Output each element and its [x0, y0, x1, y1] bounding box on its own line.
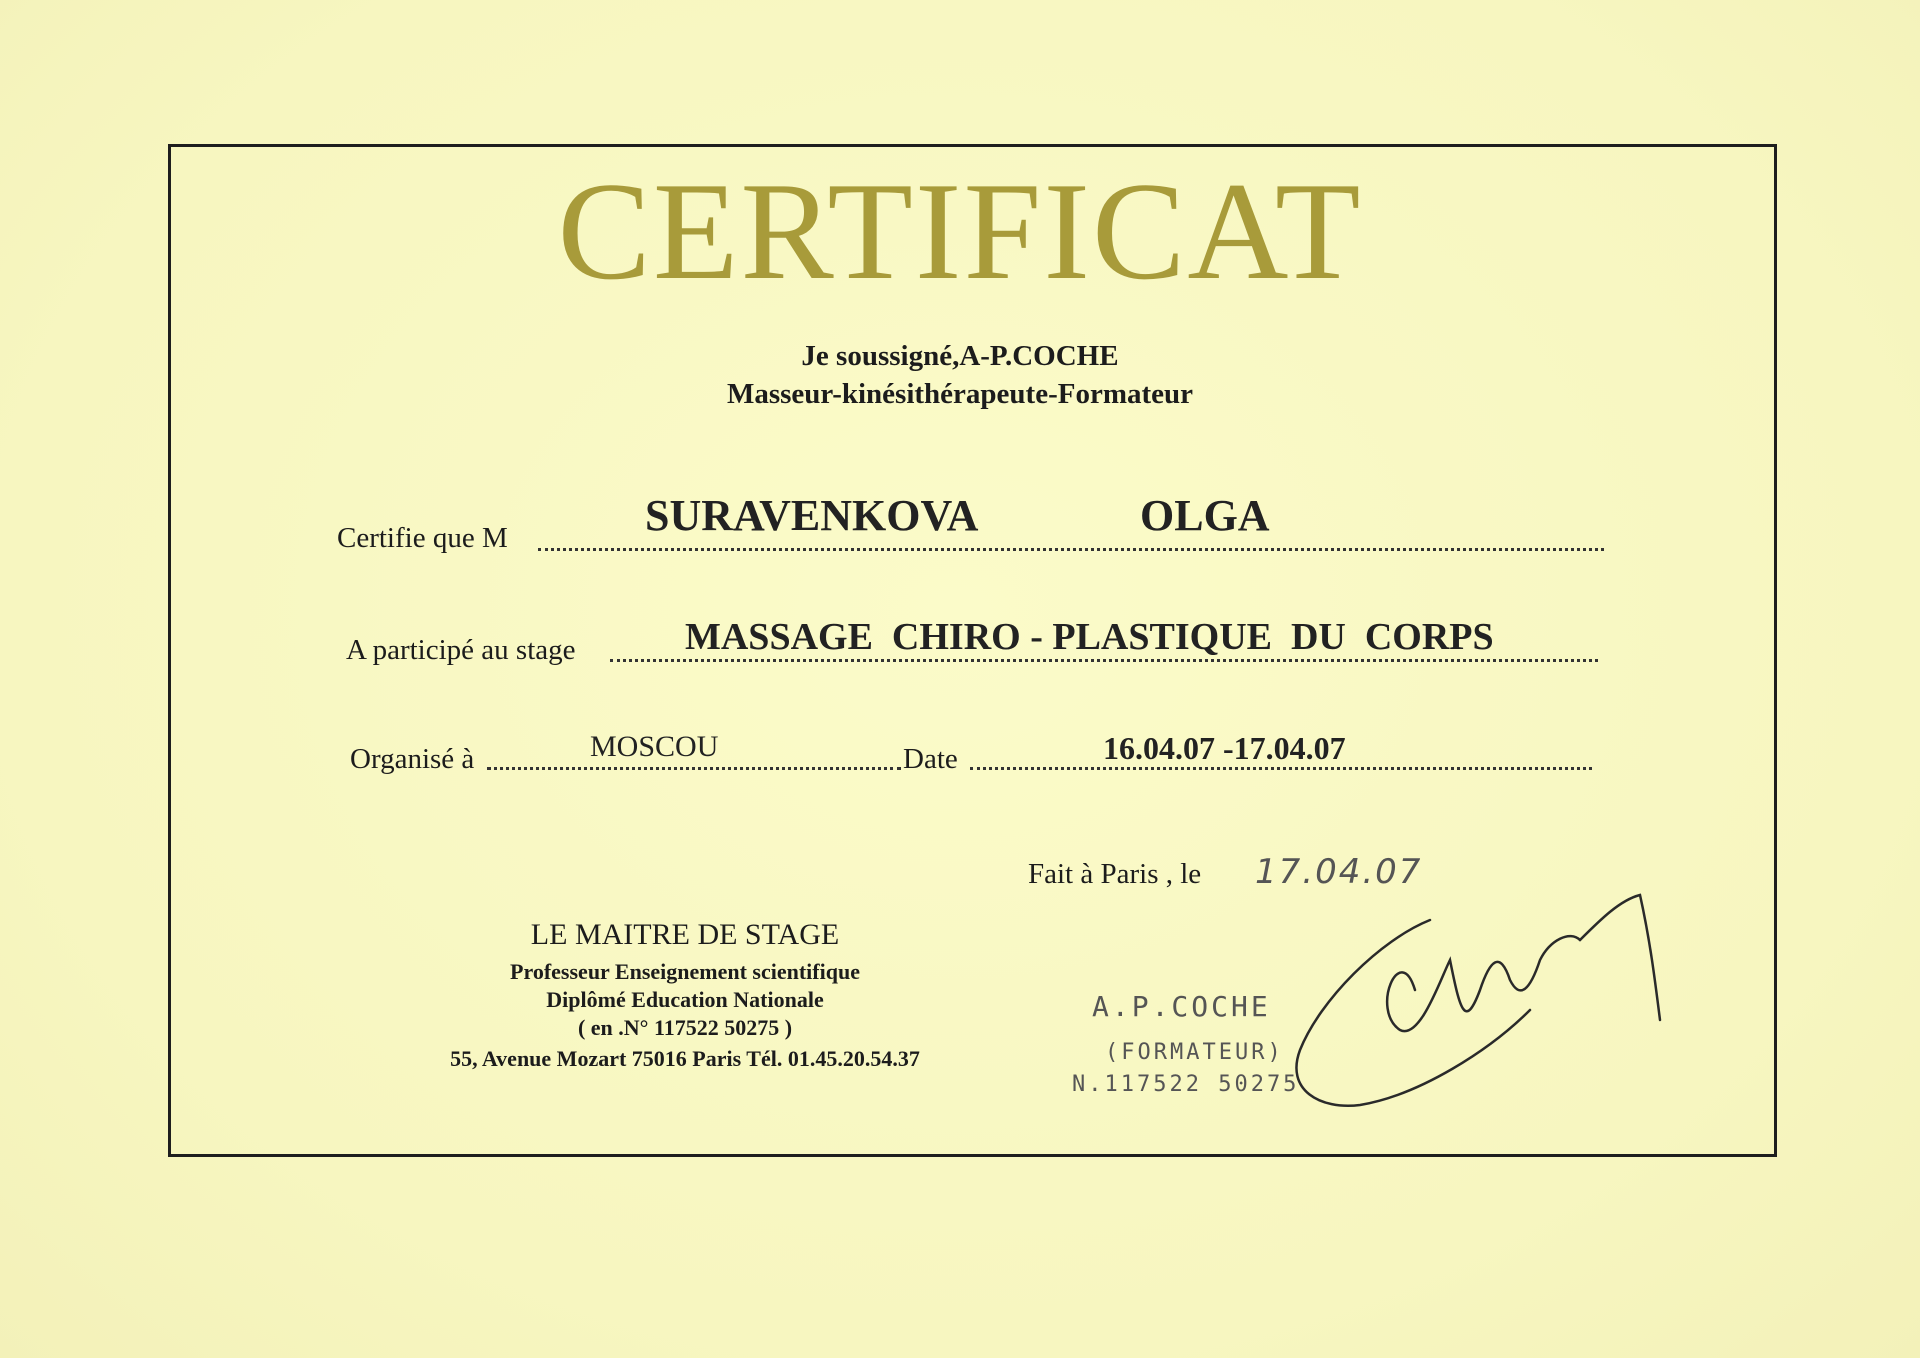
maitre-de-stage-block — [360, 918, 1010, 1073]
issued-label: Fait à Paris , le — [1028, 858, 1202, 890]
certifie-label: Certifie que M — [337, 522, 508, 554]
maitre-heading: LE MAITRE DE STAGE — [530, 918, 840, 951]
stamp-number: N.117522 50275 — [1072, 1072, 1300, 1097]
participant-last-name: SURAVENKOVA — [645, 491, 979, 540]
participant-first-name: OLGA — [1140, 491, 1270, 540]
stage-value: MASSAGE CHIRO - PLASTIQUE DU CORPS — [685, 616, 1494, 658]
date-label: Date — [903, 743, 958, 775]
maitre-address: 55, Avenue Mozart 75016 Paris Tél. 01.45.20.54.37 — [450, 1046, 920, 1071]
certificate-title: CERTIFICAT — [557, 154, 1363, 309]
stage-label: A participé au stage — [346, 634, 576, 666]
signature-image — [1280, 880, 1680, 1120]
stamp-name: A.P.COCHE — [1092, 990, 1271, 1023]
issuer-role: Masseur-kinésithérapeute-Formateur — [726, 378, 1194, 410]
maitre-line-3: ( en .N° 117522 50275 ) — [577, 1015, 793, 1040]
city-dotted-line — [487, 767, 901, 770]
maitre-line-2: Diplômé Education Nationale — [546, 987, 824, 1012]
organise-label: Organisé à — [350, 743, 475, 775]
issuer-line: Je soussigné,A-P.COCHE — [801, 340, 1119, 372]
stage-dotted-line — [610, 659, 1598, 662]
date-dotted-line — [970, 767, 1592, 770]
name-dotted-line — [538, 548, 1604, 551]
city-value: MOSCOU — [590, 730, 719, 763]
date-value: 16.04.07 -17.04.07 — [1103, 730, 1346, 766]
stamp-role: (FORMATEUR) — [1105, 1040, 1284, 1065]
issued-date-handwritten: 17.04.07 — [1255, 852, 1423, 892]
maitre-line-1: Professeur Enseignement scientifique — [510, 959, 860, 984]
